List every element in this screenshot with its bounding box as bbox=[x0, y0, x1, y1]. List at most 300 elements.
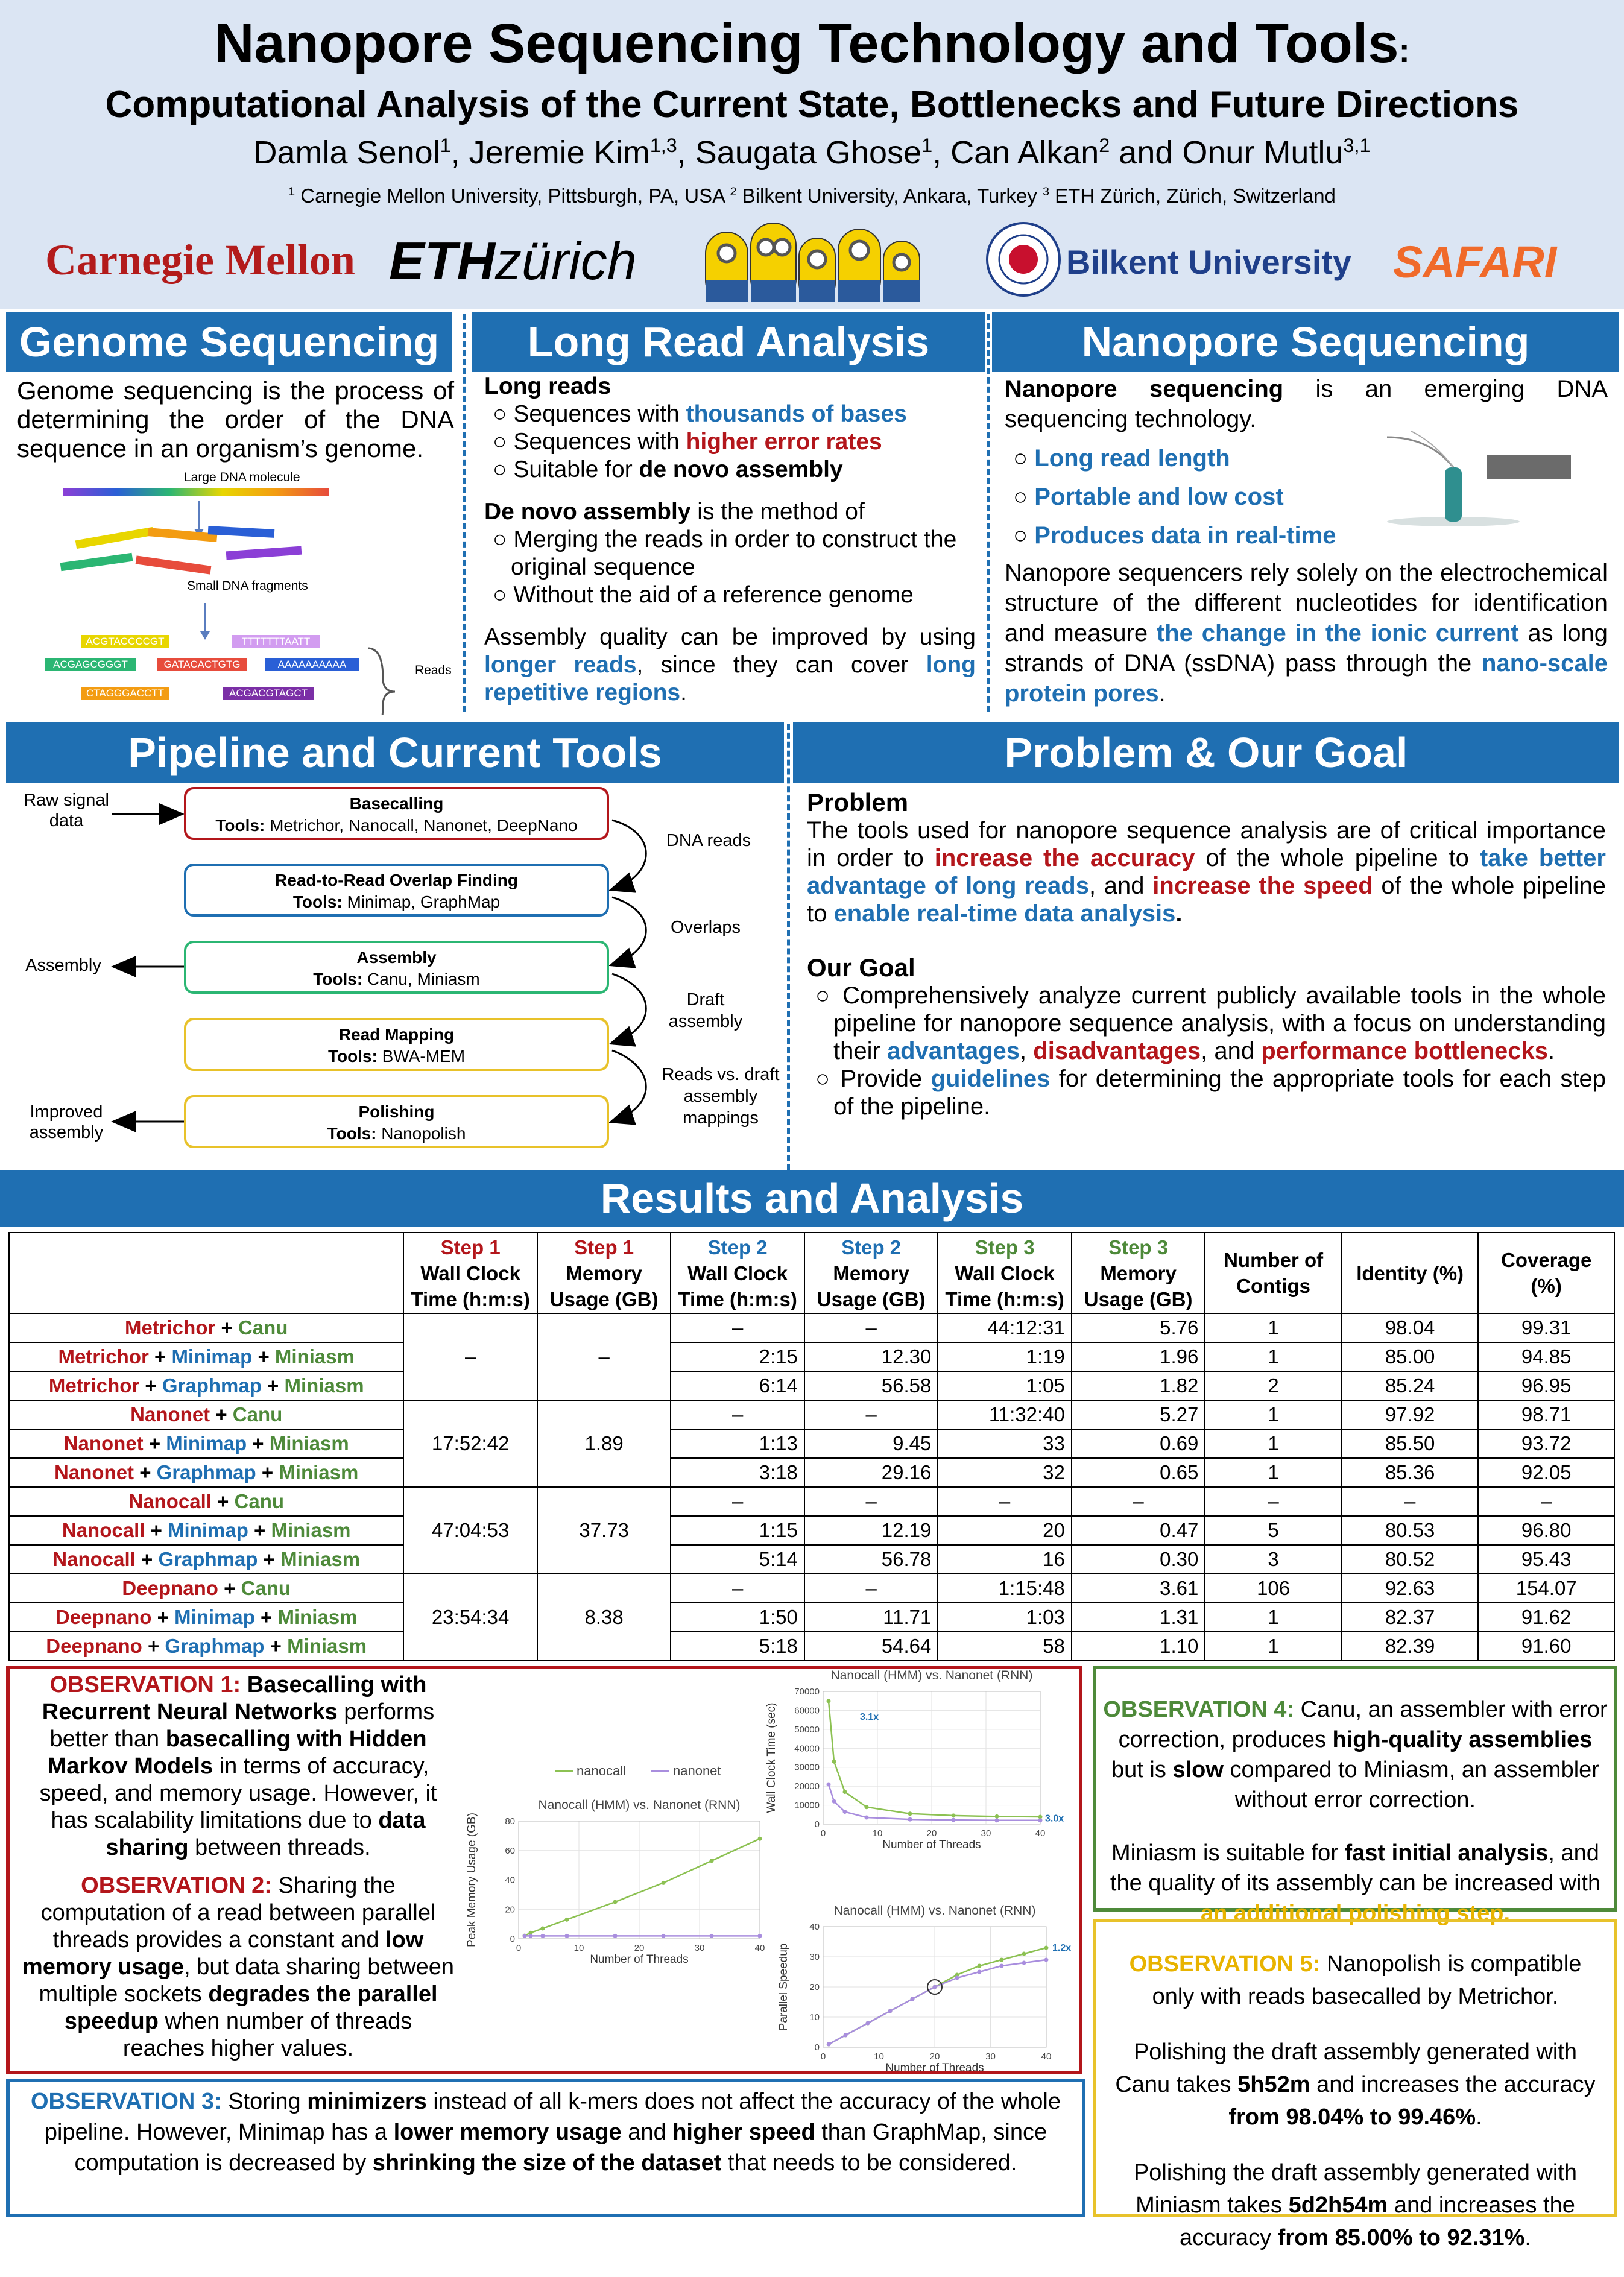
step1-memory: – bbox=[537, 1313, 671, 1400]
author-separator: , bbox=[677, 134, 695, 171]
series-line-nanocall bbox=[829, 1948, 1046, 2044]
step2-memory: 9.45 bbox=[804, 1429, 938, 1458]
coverage: 96.95 bbox=[1478, 1371, 1614, 1400]
author-separator: and bbox=[1110, 134, 1183, 171]
step3-time: 32 bbox=[938, 1458, 1071, 1487]
table-row bbox=[9, 1487, 1614, 1516]
coverage: 93.72 bbox=[1478, 1429, 1614, 1458]
coverage: 94.85 bbox=[1478, 1342, 1614, 1371]
contigs: 2 bbox=[1205, 1371, 1342, 1400]
tool-combination bbox=[9, 1429, 403, 1458]
stage-name: Basecalling bbox=[349, 794, 444, 813]
plus-sign: + bbox=[148, 1345, 172, 1368]
contigs: 3 bbox=[1205, 1545, 1342, 1574]
tool-combination bbox=[9, 1545, 403, 1574]
observation-5-para: Polishing the draft assembly generated with Canu takes 5h52m and increases the accuracy from 98.04% to 99.46%. bbox=[1115, 2039, 1596, 2130]
identity: 80.53 bbox=[1342, 1516, 1479, 1545]
step3-time: 1:15:48 bbox=[938, 1574, 1071, 1603]
problem-heading: Problem & Our Goal bbox=[793, 722, 1619, 783]
tool-name: Graphmap bbox=[158, 1548, 258, 1570]
table-row bbox=[9, 1429, 1614, 1458]
data-point-nanonet bbox=[911, 1997, 915, 2001]
y-tick-label: 60 bbox=[505, 1845, 515, 1856]
author-affil-sup: 1,3 bbox=[649, 134, 677, 156]
header-cell: Identity (%) bbox=[1342, 1233, 1479, 1313]
y-tick-label: 70000 bbox=[794, 1687, 820, 1697]
contigs: 1 bbox=[1205, 1632, 1342, 1661]
data-point-nanonet bbox=[844, 2033, 848, 2038]
read-chip: GATACACTGTG bbox=[157, 658, 247, 671]
stage-name: Assembly bbox=[356, 948, 437, 967]
step3-memory: 0.30 bbox=[1072, 1545, 1205, 1574]
x-axis-label: Number of Threads bbox=[882, 1839, 981, 1851]
data-point-nanonet bbox=[865, 1816, 869, 1820]
stage-name: Read Mapping bbox=[338, 1025, 455, 1044]
plus-sign: + bbox=[142, 1635, 165, 1657]
tool-name: Deepnano bbox=[55, 1606, 152, 1628]
contigs: 1 bbox=[1205, 1429, 1342, 1458]
step1-time: 17:52:42 bbox=[403, 1400, 537, 1487]
identity: 85.00 bbox=[1342, 1342, 1479, 1371]
y-axis-label: Parallel Speedup bbox=[777, 1943, 790, 2031]
data-point-nanonet bbox=[955, 1976, 959, 1980]
data-point-nanocall bbox=[995, 1814, 999, 1819]
y-tick-label: 0 bbox=[814, 1819, 820, 1830]
identity: 85.24 bbox=[1342, 1371, 1479, 1400]
bilkent-seal-icon bbox=[984, 220, 1063, 298]
tool-combination bbox=[9, 1400, 403, 1429]
read-chip: ACGAGCGGGT bbox=[45, 658, 136, 671]
step2-memory: – bbox=[804, 1313, 938, 1342]
tool-name: Deepnano bbox=[46, 1635, 142, 1657]
step3-memory: – bbox=[1072, 1487, 1205, 1516]
data-point-nanocall bbox=[978, 1964, 982, 1968]
data-point-nanonet bbox=[1000, 1964, 1004, 1968]
diagram-label: Large DNA molecule bbox=[184, 470, 300, 484]
long-reads-title: Long reads bbox=[484, 373, 611, 399]
tool-name: Nanonet bbox=[54, 1461, 134, 1483]
author-separator: , bbox=[932, 134, 951, 171]
y-tick-label: 0 bbox=[510, 1934, 515, 1944]
step3-memory: 3.61 bbox=[1072, 1574, 1205, 1603]
annotation-label: 3.0x bbox=[1045, 1813, 1064, 1824]
contigs: 1 bbox=[1205, 1342, 1342, 1371]
tool-combination bbox=[9, 1371, 403, 1400]
y-tick-label: 60000 bbox=[794, 1705, 820, 1716]
tool-name: Nanocall bbox=[52, 1548, 136, 1570]
data-point-nanonet bbox=[565, 1934, 569, 1938]
identity: 85.50 bbox=[1342, 1429, 1479, 1458]
annotation-label: 3.1x bbox=[860, 1712, 879, 1723]
tool-name: Miniasm bbox=[287, 1635, 367, 1657]
series-line-nanonet bbox=[829, 1960, 1046, 2044]
data-point-nanocall bbox=[710, 1859, 714, 1863]
data-point-nanocall bbox=[662, 1881, 666, 1885]
tool-combination bbox=[9, 1342, 403, 1371]
pipeline-heading: Pipeline and Current Tools bbox=[6, 722, 784, 783]
y-axis-label: Wall Clock Time (sec) bbox=[765, 1702, 778, 1813]
author-separator: , bbox=[450, 134, 469, 171]
y-tick-label: 30 bbox=[809, 1952, 820, 1962]
step1-time: – bbox=[403, 1313, 537, 1400]
step3-time: 44:12:31 bbox=[938, 1313, 1071, 1342]
data-point-nanonet bbox=[1038, 1818, 1043, 1822]
step1-memory: 8.38 bbox=[537, 1574, 671, 1661]
step2-memory: – bbox=[804, 1574, 938, 1603]
bilkent-logo: Bilkent University bbox=[1066, 243, 1352, 281]
coverage: 92.05 bbox=[1478, 1458, 1614, 1487]
step2-time: 6:14 bbox=[671, 1371, 804, 1400]
data-point-nanocall bbox=[952, 1813, 956, 1817]
data-point-nanonet bbox=[995, 1818, 999, 1822]
plus-sign: + bbox=[248, 1519, 271, 1541]
step2-memory: 56.58 bbox=[804, 1371, 938, 1400]
header-cell: Step 1 Wall Clock Time (h:m:s) bbox=[403, 1233, 537, 1313]
tool-combination bbox=[9, 1487, 403, 1516]
tool-name: Miniasm bbox=[279, 1461, 359, 1483]
list-item: ○ Sequences with higher error rates bbox=[493, 429, 882, 455]
plus-sign: + bbox=[215, 1316, 238, 1339]
list-item: ○ Without the aid of a reference genome bbox=[493, 582, 914, 608]
coverage: 91.60 bbox=[1478, 1632, 1614, 1661]
y-tick-label: 40 bbox=[505, 1875, 515, 1886]
read-chip: ACGTACCCCGT bbox=[81, 635, 169, 648]
data-point-nanonet bbox=[827, 2042, 831, 2047]
dna-molecule bbox=[63, 488, 329, 496]
step2-time: 1:50 bbox=[671, 1603, 804, 1632]
tool-combination bbox=[9, 1603, 403, 1632]
table-row bbox=[9, 1371, 1614, 1400]
observation-3: OBSERVATION 3: Storing minimizers instead of all k-mers does not affect the accuracy of the whole pipeline. However, Minimap has a lower memory usage and higher speed than GraphMap, since computation is decreased by shrinking the size of the dataset that needs to be considered. bbox=[31, 2089, 1061, 2176]
problem-text: The tools used for nanopore sequence analysis are of critical importance in order to increase the accuracy of the whole pipeline to take better advantage of long reads, and increase the speed of the whole pipeline to enable real-time data analysis. bbox=[807, 817, 1606, 927]
tool-name: Nanocall bbox=[128, 1490, 212, 1512]
problem-title: Problem bbox=[807, 788, 909, 816]
stage-tools: Tools: Nanopolish bbox=[327, 1124, 466, 1143]
affiliations bbox=[0, 185, 1624, 207]
assembly-label: Assembly bbox=[25, 956, 101, 975]
tool-combination bbox=[9, 1313, 403, 1342]
table-row bbox=[9, 1545, 1614, 1574]
data-point-nanocall bbox=[1000, 1958, 1004, 1962]
tool-name: Deepnano bbox=[122, 1577, 218, 1599]
nanopore-heading: Nanopore Sequencing bbox=[992, 312, 1619, 372]
author-affil-sup: 3,1 bbox=[1343, 134, 1371, 156]
step2-time: – bbox=[671, 1574, 804, 1603]
parallel-speedup-chart bbox=[772, 1896, 1082, 2071]
step3-time: 11:32:40 bbox=[938, 1400, 1071, 1429]
x-tick-label: 0 bbox=[516, 1943, 522, 1953]
step2-time: 5:18 bbox=[671, 1632, 804, 1661]
plus-sign: + bbox=[218, 1577, 241, 1599]
data-point-nanonet bbox=[832, 1799, 836, 1804]
step2-memory: 11.71 bbox=[804, 1603, 938, 1632]
coverage: 99.31 bbox=[1478, 1313, 1614, 1342]
header-cell: Step 2 Wall Clock Time (h:m:s) bbox=[671, 1233, 804, 1313]
step2-memory: 12.30 bbox=[804, 1342, 938, 1371]
chart-title: Nanocall (HMM) vs. Nanonet (RNN) bbox=[833, 1904, 1036, 1918]
nanopore-device-icon bbox=[1369, 425, 1580, 546]
stage-name: Polishing bbox=[358, 1102, 435, 1121]
identity: 80.52 bbox=[1342, 1545, 1479, 1574]
data-point-nanonet bbox=[866, 2021, 870, 2026]
poster-title: Nanopore Sequencing Technology and Tools: bbox=[214, 13, 1410, 74]
affil-sup: 2 bbox=[730, 185, 737, 198]
step3-memory: 0.69 bbox=[1072, 1429, 1205, 1458]
read-chip: ACGACGTAGCT bbox=[223, 687, 314, 700]
list-item: ○ Provide guidelines for determining the appropriate tools for each step of the pipeline. bbox=[815, 1066, 1606, 1120]
x-axis-label: Number of Threads bbox=[885, 2062, 984, 2071]
step2-time: 2:15 bbox=[671, 1342, 804, 1371]
read-chip: AAAAAAAAAA bbox=[265, 658, 359, 671]
contigs: 1 bbox=[1205, 1458, 1342, 1487]
list-item: ○ Comprehensively analyze current publicly available tools in the whole pipeline for nanopore sequence analysis, with a focus on understanding their advantages, disadvantages, and performance bottlenecks. bbox=[815, 982, 1606, 1064]
data-point-nanocall bbox=[1044, 1946, 1049, 1950]
reads-vs-draft-label: Reads vs. draft assembly mappings bbox=[662, 1065, 780, 1128]
data-point-nanocall bbox=[613, 1900, 618, 1904]
safari-logo: SAFARI bbox=[1393, 237, 1557, 287]
y-tick-label: 80 bbox=[505, 1816, 515, 1827]
plus-sign: + bbox=[264, 1635, 288, 1657]
tool-name: Canu bbox=[232, 1403, 283, 1426]
table-row bbox=[9, 1342, 1614, 1371]
read-chip: CTAGGGACCTT bbox=[81, 687, 169, 700]
observation-5-para: Polishing the draft assembly generated with Miniasm takes 5d2h54m and increases the accuracy from 85.00% to 92.31%. bbox=[1133, 2160, 1578, 2250]
x-tick-label: 10 bbox=[872, 1828, 883, 1839]
author-name: Can Alkan bbox=[950, 134, 1099, 171]
contigs: 1 bbox=[1205, 1400, 1342, 1429]
step3-time: 1:03 bbox=[938, 1603, 1071, 1632]
plus-sign: + bbox=[210, 1403, 233, 1426]
data-point-nanonet bbox=[613, 1934, 618, 1938]
y-tick-label: 40 bbox=[809, 1922, 820, 1932]
y-tick-label: 20 bbox=[809, 1982, 820, 1992]
step2-time: – bbox=[671, 1313, 804, 1342]
y-tick-label: 40000 bbox=[794, 1743, 820, 1754]
divider bbox=[787, 724, 790, 1170]
step3-memory: 1.31 bbox=[1072, 1603, 1205, 1632]
step2-time: 1:13 bbox=[671, 1429, 804, 1458]
nanopore-intro: Nanopore sequencing is an emerging DNA sequencing technology. bbox=[1005, 376, 1608, 432]
x-axis-label: Number of Threads bbox=[590, 1953, 689, 1966]
data-point-nanonet bbox=[758, 1934, 762, 1938]
author-affil-sup: 1 bbox=[921, 134, 933, 156]
observation-1: OBSERVATION 1: Basecalling with Recurrent Neural Networks performs better than basecalling with Hidden Markov Models in terms of accuracy, speed, and memory usage. However, it has scalability limitations due to data sharing between threads. bbox=[39, 1672, 437, 1860]
data-point-nanocall bbox=[832, 1760, 836, 1764]
improved-assembly-label: Improved assembly bbox=[29, 1102, 104, 1142]
identity: 92.63 bbox=[1342, 1574, 1479, 1603]
observation-4-para: OBSERVATION 4: Canu, an assembler with error correction, produces high-quality assemblies but is slow compared to Miniasm, an assembler without error correction. bbox=[1103, 1697, 1608, 1813]
author-name: Damla Senol bbox=[253, 134, 440, 171]
list-item: ○ Portable and low cost bbox=[1013, 484, 1284, 510]
step3-time: – bbox=[938, 1487, 1071, 1516]
stage-basecalling bbox=[184, 787, 609, 840]
stage-name: Read-to-Read Overlap Finding bbox=[275, 871, 518, 889]
tool-name: Canu bbox=[234, 1490, 285, 1512]
divider bbox=[463, 314, 466, 712]
genome-heading: Genome Sequencing bbox=[6, 312, 452, 372]
tool-name: Graphmap bbox=[162, 1374, 262, 1397]
divider bbox=[987, 314, 990, 712]
tool-name: Minimap bbox=[166, 1432, 247, 1454]
goal-list bbox=[807, 982, 1606, 1120]
identity: 85.36 bbox=[1342, 1458, 1479, 1487]
author-affil-sup: 1 bbox=[440, 134, 451, 156]
header-cell: Number of Contigs bbox=[1205, 1233, 1342, 1313]
step3-memory: 1.82 bbox=[1072, 1371, 1205, 1400]
step1-time: 23:54:34 bbox=[403, 1574, 537, 1661]
step1-memory: 37.73 bbox=[537, 1487, 671, 1574]
legend-label: nanocall bbox=[577, 1763, 626, 1778]
tool-name: Nanonet bbox=[63, 1432, 144, 1454]
results-heading: Results and Analysis bbox=[0, 1170, 1624, 1227]
tool-name: Miniasm bbox=[269, 1432, 349, 1454]
list-item: ○ Long read length bbox=[1013, 445, 1230, 472]
header-cell: Coverage (%) bbox=[1478, 1233, 1614, 1313]
plus-sign: + bbox=[151, 1606, 175, 1628]
x-tick-label: 0 bbox=[820, 1828, 826, 1839]
step1-memory: 1.89 bbox=[537, 1400, 671, 1487]
peak-memory-chart bbox=[458, 1758, 772, 1975]
data-point-nanonet bbox=[827, 1783, 831, 1787]
contigs: 1 bbox=[1205, 1603, 1342, 1632]
step2-memory: 54.64 bbox=[804, 1632, 938, 1661]
coverage: 91.62 bbox=[1478, 1603, 1614, 1632]
wall-clock-time-chart bbox=[757, 1667, 1082, 1854]
affiliation: ETH Zürich, Zürich, Switzerland bbox=[1049, 185, 1336, 207]
plus-sign: + bbox=[256, 1461, 279, 1483]
goal-title: Our Goal bbox=[807, 953, 915, 982]
x-tick-label: 30 bbox=[694, 1943, 705, 1953]
data-point-nanonet bbox=[710, 1934, 714, 1938]
x-tick-label: 20 bbox=[926, 1828, 937, 1839]
step2-memory: 29.16 bbox=[804, 1458, 938, 1487]
coverage: 95.43 bbox=[1478, 1545, 1614, 1574]
plus-sign: + bbox=[247, 1432, 270, 1454]
plus-sign: + bbox=[261, 1374, 285, 1397]
x-tick-label: 10 bbox=[573, 1943, 584, 1953]
longread-body bbox=[484, 373, 976, 707]
dna-reads-label: DNA reads bbox=[666, 831, 751, 850]
data-point-nanonet bbox=[933, 1985, 937, 1989]
step2-time: 1:15 bbox=[671, 1516, 804, 1545]
plus-sign: + bbox=[211, 1490, 235, 1512]
table-row bbox=[9, 1574, 1614, 1603]
eth-logo: ETHzürich bbox=[389, 231, 637, 291]
author-affil-sup: 2 bbox=[1099, 134, 1110, 156]
identity: 98.04 bbox=[1342, 1313, 1479, 1342]
chart-title: Nanocall (HMM) vs. Nanonet (RNN) bbox=[538, 1798, 741, 1812]
identity: 82.39 bbox=[1342, 1632, 1479, 1661]
list-item: ○ Produces data in real-time bbox=[1013, 522, 1336, 549]
step3-memory: 1.96 bbox=[1072, 1342, 1205, 1371]
x-tick-label: 20 bbox=[929, 2051, 940, 2062]
table-row bbox=[9, 1603, 1614, 1632]
de-novo-title: De novo assembly is the method of bbox=[484, 499, 865, 525]
problem-body bbox=[807, 789, 1606, 1120]
step3-memory: 5.27 bbox=[1072, 1400, 1205, 1429]
nanopore-bullets bbox=[1005, 439, 1391, 555]
chart-title: Nanocall (HMM) vs. Nanonet (RNN) bbox=[830, 1669, 1033, 1682]
step3-time: 16 bbox=[938, 1545, 1071, 1574]
step3-memory: 0.65 bbox=[1072, 1458, 1205, 1487]
reads-label: Reads bbox=[415, 663, 452, 677]
header-cell: Step 3 Wall Clock Time (h:m:s) bbox=[938, 1233, 1071, 1313]
stage-polishing bbox=[184, 1095, 609, 1148]
annotation-label: 1.2x bbox=[1052, 1943, 1072, 1953]
identity: 97.92 bbox=[1342, 1400, 1479, 1429]
contigs: – bbox=[1205, 1487, 1342, 1516]
tool-name: Minimap bbox=[174, 1606, 255, 1628]
data-point-nanocall bbox=[565, 1918, 569, 1922]
x-tick-label: 30 bbox=[981, 1828, 991, 1839]
cmu-logo: Carnegie Mellon bbox=[45, 236, 355, 284]
tool-combination bbox=[9, 1632, 403, 1661]
observation-5 bbox=[1107, 1925, 1604, 2277]
header-cell bbox=[9, 1233, 403, 1313]
observation-4-para: Miniasm is suitable for fast initial analysis, and the quality of its assembly can be increased with an additional polishing step. bbox=[1110, 1840, 1601, 1926]
stage-tools: Tools: Metrichor, Nanocall, Nanonet, DeepNano bbox=[215, 816, 578, 835]
step2-memory: 56.78 bbox=[804, 1545, 938, 1574]
x-tick-label: 10 bbox=[874, 2051, 884, 2062]
step3-time: 58 bbox=[938, 1632, 1071, 1661]
long-reads-list bbox=[484, 400, 976, 484]
data-point-nanonet bbox=[1022, 1961, 1026, 1965]
stage-assembly bbox=[184, 941, 609, 994]
dna-fragment-diagram bbox=[12, 464, 458, 718]
step2-memory: – bbox=[804, 1400, 938, 1429]
tool-name: Canu bbox=[238, 1316, 288, 1339]
coverage: 154.07 bbox=[1478, 1574, 1614, 1603]
draft-assembly-label: Draft assembly bbox=[668, 990, 743, 1031]
list-item: ○ Merging the reads in order to construct the original sequence bbox=[493, 526, 957, 580]
tool-name: Miniasm bbox=[284, 1374, 364, 1397]
y-axis-label: Peak Memory Usage (GB) bbox=[466, 1813, 478, 1947]
read-chip: TTTTTTTAATT bbox=[232, 635, 320, 648]
table-row bbox=[9, 1400, 1614, 1429]
y-tick-label: 20 bbox=[505, 1904, 515, 1915]
header-cell: Step 1 Memory Usage (GB) bbox=[537, 1233, 671, 1313]
tool-name: Nanonet bbox=[130, 1403, 210, 1426]
header-cell: Step 2 Memory Usage (GB) bbox=[804, 1233, 938, 1313]
list-item: ○ Suitable for de novo assembly bbox=[493, 456, 843, 482]
x-tick-label: 40 bbox=[754, 1943, 765, 1953]
table-row bbox=[9, 1516, 1614, 1545]
observation-2: OBSERVATION 2: Sharing the computation of a read between parallel threads provides a constant and low memory usage, but data sharing between multiple sockets degrades the parallel speedup when number of threads reaches higher values. bbox=[22, 1873, 455, 2061]
data-point-nanocall bbox=[1022, 1952, 1026, 1956]
step2-time: 3:18 bbox=[671, 1458, 804, 1487]
step2-memory: – bbox=[804, 1487, 938, 1516]
legend-label: nanonet bbox=[673, 1763, 721, 1778]
data-point-nanonet bbox=[662, 1934, 666, 1938]
x-tick-label: 30 bbox=[985, 2051, 996, 2062]
data-point-nanocall bbox=[908, 1811, 912, 1816]
series-line-nanocall bbox=[525, 1839, 760, 1936]
data-point-nanocall bbox=[758, 1837, 762, 1841]
x-tick-label: 40 bbox=[1041, 2051, 1052, 2062]
identity: 82.37 bbox=[1342, 1603, 1479, 1632]
tool-combination bbox=[9, 1516, 403, 1545]
list-item: ○ Sequences with thousands of bases bbox=[493, 401, 907, 427]
data-point-nanonet bbox=[1044, 1958, 1049, 1962]
stage-read-mapping bbox=[184, 1018, 609, 1071]
poster-subtitle: Computational Analysis of the Current State, Bottlenecks and Future Directions bbox=[105, 84, 1519, 125]
de-novo-list bbox=[484, 526, 976, 609]
diagram-label: Small DNA fragments bbox=[187, 579, 308, 593]
data-point-nanonet bbox=[908, 1817, 912, 1822]
tool-name: Graphmap bbox=[156, 1461, 256, 1483]
tool-name: Minimap bbox=[168, 1519, 248, 1541]
data-point-nanonet bbox=[888, 2009, 893, 2013]
